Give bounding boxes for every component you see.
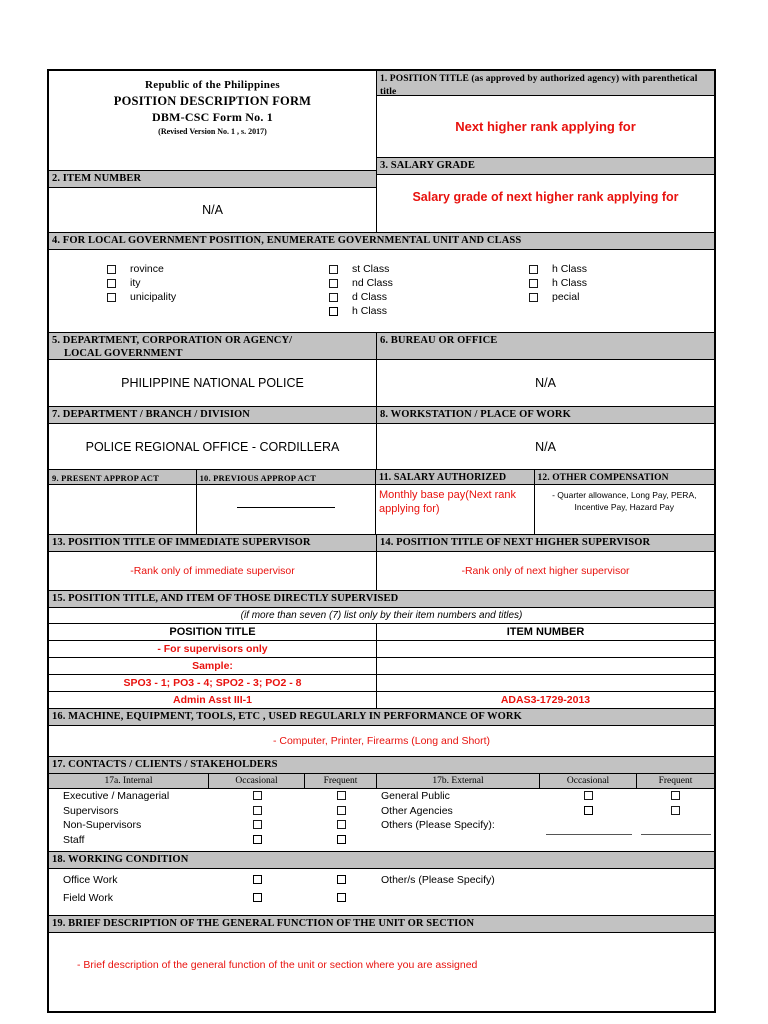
field-6-value[interactable]: N/A bbox=[535, 376, 556, 390]
field-4-option-second-class[interactable] bbox=[329, 276, 529, 290]
checkbox-internal-supervisors-frequent[interactable] bbox=[337, 806, 346, 815]
field-18-others-label[interactable]: Other/s (Please Specify) bbox=[381, 874, 495, 886]
form-title-block bbox=[49, 71, 376, 171]
field-13-14-section bbox=[49, 534, 714, 590]
form-top-section bbox=[49, 71, 714, 232]
field-17-header-internal-occasional: Occasional bbox=[209, 774, 305, 788]
field-1-caption: 1. POSITION TITLE (as approved by authorized agency) with parenthetical title bbox=[377, 71, 714, 96]
field-14-value[interactable] bbox=[377, 552, 714, 590]
checkbox-internal-executive-occasional[interactable] bbox=[253, 791, 262, 800]
field-17-internal-occasional-boxes bbox=[209, 789, 305, 851]
field-5-value[interactable]: PHILIPPINE NATIONAL POLICE bbox=[121, 376, 304, 390]
field-4-option-sixth-class[interactable] bbox=[529, 276, 714, 290]
field-5-caption bbox=[49, 333, 376, 360]
field-17-external-labels bbox=[377, 789, 540, 851]
field-17-header-external-occasional: Occasional bbox=[540, 774, 637, 788]
field-17-column-headers bbox=[49, 774, 714, 789]
field-17-external-frequent-boxes bbox=[637, 789, 714, 851]
field-11-cell bbox=[376, 470, 535, 534]
field-15-column-headers bbox=[49, 624, 714, 641]
checkbox-internal-staff-frequent[interactable] bbox=[337, 835, 346, 844]
field-18-occasional-boxes bbox=[209, 871, 305, 915]
left-top-column bbox=[49, 71, 377, 232]
field-18-row-1-label: Field Work bbox=[63, 892, 113, 904]
field-17-body bbox=[49, 789, 714, 851]
field-17-internal-row-1-label: Supervisors bbox=[63, 804, 119, 817]
field-19-caption: 19. BRIEF DESCRIPTION OF THE GENERAL FUNCTION OF THE UNIT OR SECTION bbox=[49, 916, 714, 933]
field-13-value-text: -Rank only of immediate supervisor bbox=[130, 565, 295, 577]
field-15-row-0-position-title: - For supervisors only bbox=[49, 641, 377, 657]
field-4-option-special[interactable] bbox=[529, 290, 714, 304]
field-2-value[interactable]: N/A bbox=[202, 203, 223, 217]
table-row[interactable] bbox=[49, 658, 714, 675]
checkbox-city[interactable] bbox=[107, 279, 116, 288]
field-7-caption: 7. DEPARTMENT / BRANCH / DIVISION bbox=[49, 407, 376, 424]
field-4-option-first-class[interactable] bbox=[329, 262, 529, 276]
field-4-option-first-class-label: st Class bbox=[352, 263, 390, 275]
field-8-value[interactable]: N/A bbox=[535, 439, 556, 454]
field-1-value-text: Next higher rank applying for bbox=[455, 119, 636, 134]
field-5-6-section bbox=[49, 333, 714, 406]
field-18-body bbox=[49, 869, 714, 915]
field-1-value[interactable] bbox=[377, 96, 714, 158]
field-4-options bbox=[49, 250, 714, 332]
checkbox-fourth-class[interactable] bbox=[329, 307, 338, 316]
field-15-row-2-item-number bbox=[377, 675, 714, 691]
field-5-caption-line-2: LOCAL GOVERNMENT bbox=[64, 347, 183, 359]
checkbox-fifth-class[interactable] bbox=[529, 265, 538, 274]
field-16-caption: 16. MACHINE, EQUIPMENT, TOOLS, ETC , USED REGULARLY IN PERFORMANCE OF WORK bbox=[49, 709, 714, 726]
field-7-cell bbox=[49, 407, 377, 469]
field-2-caption: 2. ITEM NUMBER bbox=[49, 171, 376, 188]
checkbox-second-class[interactable] bbox=[329, 279, 338, 288]
field-10-cell bbox=[197, 470, 376, 534]
field-17-external-row-1-label: Other Agencies bbox=[381, 804, 453, 817]
field-17-others-specify-line[interactable] bbox=[546, 834, 632, 835]
field-14-caption: 14. POSITION TITLE OF NEXT HIGHER SUPERVISOR bbox=[377, 535, 714, 552]
field-4-caption: 4. FOR LOCAL GOVERNMENT POSITION, ENUMERATE GOVERNMENTAL UNIT AND CLASS bbox=[49, 233, 714, 250]
form-title-revision: (Revised Version No. 1 , s. 2017) bbox=[158, 127, 267, 136]
field-12-value-line-2: Incentive Pay, Hazard Pay bbox=[574, 502, 675, 512]
field-4-option-special-label: pecial bbox=[552, 291, 580, 303]
field-17-internal-frequent-boxes bbox=[305, 789, 377, 851]
table-row[interactable] bbox=[49, 675, 714, 692]
field-5-caption-line-1: 5. DEPARTMENT, CORPORATION OR AGENCY/ bbox=[52, 335, 293, 346]
field-4-column-class-b bbox=[529, 262, 714, 318]
field-19-value-text: - Brief description of the general function of the unit or section where you are assigned bbox=[77, 959, 478, 971]
field-16-value-text: - Computer, Printer, Firearms (Long and Short) bbox=[272, 735, 491, 747]
field-6-caption: 6. BUREAU OR OFFICE bbox=[377, 333, 714, 360]
right-top-column bbox=[377, 71, 714, 232]
field-9-12-section bbox=[49, 469, 714, 534]
field-4-option-municipality[interactable] bbox=[107, 290, 329, 304]
field-10-caption: 10. PREVIOUS APPROP ACT bbox=[197, 470, 375, 485]
field-17-others-specify-line-2[interactable] bbox=[641, 834, 711, 835]
field-4-option-sixth-class-label: h Class bbox=[552, 277, 588, 289]
form-title-line-3: DBM-CSC Form No. 1 bbox=[152, 110, 273, 124]
field-15-note: (if more than seven (7) list only by their item numbers and titles) bbox=[49, 608, 714, 624]
field-10-value[interactable] bbox=[197, 485, 375, 530]
field-4-option-fifth-class-label: h Class bbox=[552, 263, 588, 275]
field-15-row-3-item-number: ADAS3-1729-2013 bbox=[500, 694, 591, 706]
field-7-value[interactable]: POLICE REGIONAL OFFICE - CORDILLERA bbox=[85, 439, 340, 454]
field-16-value[interactable] bbox=[49, 726, 714, 756]
checkbox-first-class[interactable] bbox=[329, 265, 338, 274]
checkbox-third-class[interactable] bbox=[329, 293, 338, 302]
field-8-cell bbox=[377, 407, 714, 469]
field-17-external-occasional-boxes bbox=[540, 789, 637, 851]
field-15-row-1-item-number bbox=[377, 658, 714, 674]
field-13-cell bbox=[49, 535, 377, 590]
checkbox-internal-supervisors-occasional[interactable] bbox=[253, 806, 262, 815]
checkbox-province[interactable] bbox=[107, 265, 116, 274]
field-17-internal-row-2-label: Non-Supervisors bbox=[63, 819, 142, 831]
field-3-caption: 3. SALARY GRADE bbox=[377, 158, 714, 175]
field-14-cell bbox=[377, 535, 714, 590]
field-17-header-internal-frequent: Frequent bbox=[305, 774, 377, 788]
table-row[interactable] bbox=[49, 641, 714, 658]
field-9-cell bbox=[49, 470, 197, 534]
checkbox-internal-staff-occasional[interactable] bbox=[253, 835, 262, 844]
field-15-row-1-position-title: Sample: bbox=[49, 658, 377, 674]
field-17-header-internal: 17a. Internal bbox=[49, 774, 209, 788]
field-15-header-position-title: POSITION TITLE bbox=[49, 624, 377, 640]
checkbox-internal-executive-frequent[interactable] bbox=[337, 791, 346, 800]
position-description-form bbox=[47, 69, 716, 1013]
field-17-header-external-frequent: Frequent bbox=[637, 774, 714, 788]
checkbox-external-other-agencies-frequent[interactable] bbox=[671, 806, 680, 815]
field-3-value-text: Salary grade of next higher rank applying for bbox=[412, 190, 679, 204]
checkbox-special[interactable] bbox=[529, 293, 538, 302]
field-14-value-text: -Rank only of next higher supervisor bbox=[461, 565, 630, 577]
field-17-section bbox=[49, 756, 714, 851]
field-17-external-row-0-label: General Public bbox=[381, 790, 450, 802]
field-19-value[interactable] bbox=[49, 933, 714, 1011]
field-4-option-second-class-label: nd Class bbox=[352, 277, 393, 289]
form-title-line-1: Republic of the Philippines bbox=[145, 79, 280, 91]
field-15-row-3-position-title: Admin Asst III-1 bbox=[49, 692, 377, 708]
checkbox-office-work-frequent[interactable] bbox=[337, 875, 346, 884]
table-row[interactable] bbox=[49, 692, 714, 708]
field-12-value-line-1: - Quarter allowance, Long Pay, PERA, bbox=[552, 490, 697, 500]
form-title-line-2: POSITION DESCRIPTION FORM bbox=[113, 94, 312, 108]
field-13-caption: 13. POSITION TITLE OF IMMEDIATE SUPERVISOR bbox=[49, 535, 376, 552]
field-18-row-0-label: Office Work bbox=[63, 874, 118, 886]
field-9-caption: 9. PRESENT APPROP ACT bbox=[49, 470, 196, 485]
field-18-frequent-boxes bbox=[305, 871, 377, 915]
field-4-column-class-a bbox=[329, 262, 529, 318]
checkbox-municipality[interactable] bbox=[107, 293, 116, 302]
field-17-internal-row-0-label: Executive / Managerial bbox=[63, 790, 170, 802]
field-9-value[interactable] bbox=[49, 485, 196, 530]
field-4-option-third-class-label: d Class bbox=[352, 291, 388, 303]
field-10-blank-line bbox=[237, 507, 335, 508]
field-17-internal-row-3-label: Staff bbox=[63, 833, 85, 846]
field-4-option-province[interactable] bbox=[107, 262, 329, 276]
checkbox-sixth-class[interactable] bbox=[529, 279, 538, 288]
field-4-column-unit bbox=[49, 262, 329, 318]
field-5-cell bbox=[49, 333, 377, 406]
field-4-option-province-label: rovince bbox=[130, 263, 164, 275]
field-17-caption: 17. CONTACTS / CLIENTS / STAKEHOLDERS bbox=[49, 757, 714, 774]
field-18-labels bbox=[49, 871, 209, 915]
field-4-option-municipality-label: unicipality bbox=[130, 291, 177, 303]
checkbox-external-general-public-frequent[interactable] bbox=[671, 791, 680, 800]
field-18-others-cell bbox=[377, 871, 707, 915]
field-4-option-fourth-class[interactable] bbox=[329, 304, 529, 318]
field-4-option-third-class[interactable] bbox=[329, 290, 529, 304]
field-4-section bbox=[49, 232, 714, 333]
field-4-option-city-label: ity bbox=[130, 277, 141, 289]
checkbox-internal-non-supervisors-frequent[interactable] bbox=[337, 820, 346, 829]
field-17-external-row-2-label: Others (Please Specify): bbox=[381, 819, 495, 831]
field-4-option-fourth-class-label: h Class bbox=[352, 305, 388, 317]
field-11-value[interactable] bbox=[376, 485, 534, 533]
field-17-header-external: 17b. External bbox=[377, 774, 540, 788]
field-4-option-city[interactable] bbox=[107, 276, 329, 290]
field-15-row-0-item-number bbox=[377, 641, 714, 657]
field-15-row-2-position-title: SPO3 - 1; PO3 - 4; SPO2 - 3; PO2 - 8 bbox=[49, 675, 377, 691]
field-18-section bbox=[49, 851, 714, 915]
field-12-cell bbox=[535, 470, 714, 534]
field-13-value[interactable] bbox=[49, 552, 376, 590]
field-17-internal-labels bbox=[49, 789, 209, 851]
field-4-option-fifth-class[interactable] bbox=[529, 262, 714, 276]
field-12-value[interactable] bbox=[535, 485, 714, 534]
field-18-caption: 18. WORKING CONDITION bbox=[49, 852, 714, 869]
field-3-value[interactable] bbox=[377, 175, 714, 219]
field-15-caption: 15. POSITION TITLE, AND ITEM OF THOSE DIRECTLY SUPERVISED bbox=[49, 591, 714, 608]
field-7-8-section bbox=[49, 406, 714, 469]
field-6-cell bbox=[377, 333, 714, 406]
checkbox-field-work-occasional[interactable] bbox=[253, 893, 262, 902]
field-19-section bbox=[49, 915, 714, 1011]
field-15-section bbox=[49, 590, 714, 708]
checkbox-office-work-occasional[interactable] bbox=[253, 875, 262, 884]
field-15-header-item-number: ITEM NUMBER bbox=[506, 626, 585, 638]
field-11-value-text: Monthly base pay(Next rank applying for) bbox=[379, 489, 516, 515]
checkbox-internal-non-supervisors-occasional[interactable] bbox=[253, 820, 262, 829]
field-11-caption: 11. SALARY AUTHORIZED bbox=[376, 470, 534, 485]
field-12-caption: 12. OTHER COMPENSATION bbox=[535, 470, 714, 485]
field-8-caption: 8. WORKSTATION / PLACE OF WORK bbox=[377, 407, 714, 424]
checkbox-external-other-agencies-occasional[interactable] bbox=[584, 806, 593, 815]
field-16-section bbox=[49, 708, 714, 756]
checkbox-external-general-public-occasional[interactable] bbox=[584, 791, 593, 800]
checkbox-field-work-frequent[interactable] bbox=[337, 893, 346, 902]
